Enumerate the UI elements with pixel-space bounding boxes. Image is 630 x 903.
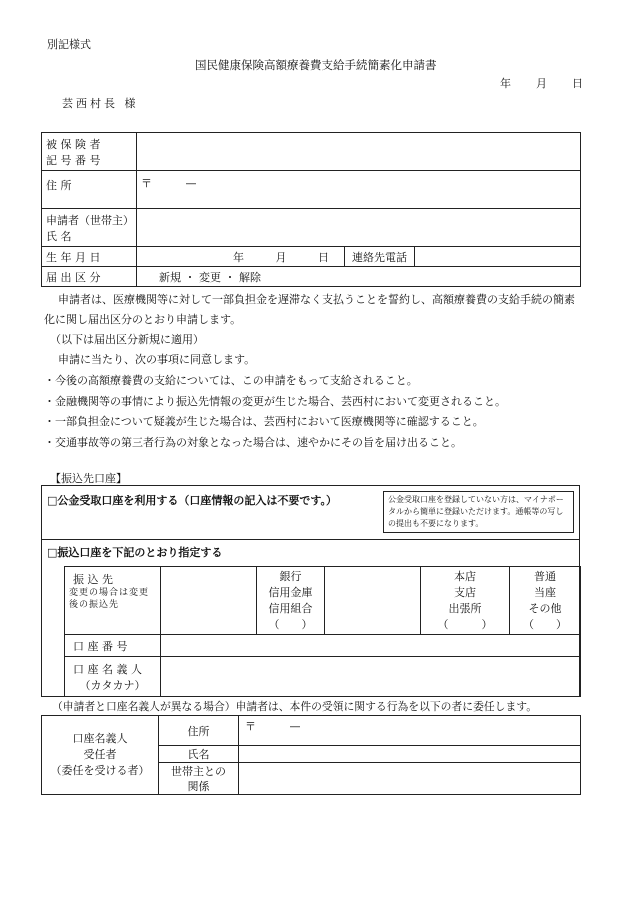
account-number-label: 口 座 番 号 — [73, 639, 128, 653]
bank-table — [64, 566, 581, 697]
account-type: 普通 — [534, 569, 556, 583]
phone-field[interactable] — [415, 247, 581, 267]
agree-intro: 申請に当たり、次の事項に同意します。 — [58, 353, 256, 366]
date-year: 年 — [500, 77, 511, 90]
bank-type: （ ） — [268, 617, 313, 631]
payee-label: 振 込 先 — [73, 573, 113, 586]
branch-type: 本店 — [454, 569, 476, 583]
address-label: 住 所 — [46, 179, 72, 192]
statement-note: （以下は届出区分新規に適用） — [50, 333, 204, 346]
public-account-note: 公金受取口座を登録していない方は、マイナポータルから簡単に登録いただけます。通帳等の写しの提出も不要になります。 — [383, 491, 574, 533]
public-account-option[interactable]: □公金受取口座を利用する（口座情報の記入は不要です。） — [47, 494, 338, 507]
divider — [41, 539, 580, 540]
statement-paragraph: 申請者は、医療機関等に対して一部負担金を遅滞なく支払うことを誓約し、高額療養費の支給手続の簡素化に関し届出区分のとおり申請します。 — [44, 293, 575, 326]
agree-item: ・金融機関等の事情により振込先情報の変更が生じた場合、芸西村において変更されること。 — [44, 394, 506, 408]
account-type: その他 — [528, 601, 562, 615]
delegate-relation-label: 関係 — [187, 779, 210, 793]
account-number-field[interactable] — [161, 635, 581, 657]
applicant-label-2: 氏 名 — [46, 229, 72, 243]
branch-type: （ ） — [437, 617, 493, 631]
branch-type-options[interactable] — [421, 567, 510, 635]
insured-label-2: 記 号 番 号 — [46, 153, 101, 167]
applicant-label-1: 申請者（世帯主） — [46, 213, 134, 227]
postal-dash: — — [185, 177, 197, 190]
delegation-statement: （申請者と口座名義人が異なる場合）申請者は、本件の受領に関する行為を以下の者に委任します。 — [52, 700, 537, 713]
insured-label-1: 被 保 険 者 — [46, 137, 101, 151]
delegate-relation-field[interactable] — [239, 763, 581, 795]
agree-item: ・交通事故等の第三者行為の対象となった場合は、速やかにその旨を届け出ること。 — [44, 435, 462, 449]
bank-type-options[interactable] — [257, 567, 325, 635]
holder-label-1: 口 座 名 義 人 — [73, 662, 142, 676]
delegate-address-field[interactable] — [239, 716, 581, 746]
bank-type: 銀行 — [279, 569, 302, 583]
branch-type: 支店 — [454, 585, 476, 599]
account-type-options[interactable] — [510, 567, 581, 635]
date-month: 月 — [536, 77, 547, 90]
addressee: 芸西村長 様 — [62, 97, 139, 110]
account-type: （ ） — [523, 617, 567, 631]
specified-account-option[interactable]: □振込口座を下記のとおり指定する — [47, 546, 223, 559]
bank-type: 信用組合 — [268, 601, 313, 615]
type-label: 届 出 区 分 — [46, 270, 101, 284]
birth-year: 年 — [233, 250, 244, 264]
bank-type: 信用金庫 — [268, 585, 313, 599]
delegate-label: 受任者 — [83, 748, 117, 761]
birth-month: 月 — [275, 250, 287, 264]
branch-type: 出張所 — [448, 601, 482, 615]
date-day: 日 — [572, 77, 583, 90]
form-label: 別記様式 — [47, 38, 91, 51]
branch-name-field[interactable] — [325, 567, 421, 635]
postal-mark: 〒 — [141, 177, 152, 190]
delegate-relation-label: 世帯主との — [171, 764, 226, 778]
birth-label: 生 年 月 日 — [46, 250, 101, 264]
payee-sub: 変更の場合は変更後の振込先 — [69, 588, 150, 610]
bank-section-title: 【振込先口座】 — [50, 472, 127, 485]
bank-name-field[interactable] — [161, 567, 257, 635]
delegate-name-label: 氏名 — [159, 746, 239, 763]
agree-item: ・一部負担金について疑義が生じた場合は、芸西村において医療機関等に確認すること。 — [44, 415, 484, 428]
birth-day: 日 — [318, 250, 329, 264]
type-options[interactable]: 新規 ・ 変更 ・ 解除 — [137, 267, 581, 287]
delegate-label: 口座名義人 — [72, 732, 128, 745]
postal-mark: 〒 — [245, 720, 256, 733]
delegate-label: （委任を受ける者） — [50, 764, 150, 777]
postal-dash: — — [289, 720, 301, 733]
agree-list — [44, 371, 506, 453]
insured-number-field[interactable] — [137, 133, 581, 171]
account-type: 当座 — [534, 585, 556, 599]
delegate-address-label: 住所 — [159, 716, 239, 746]
page-title: 国民健康保険高額療養費支給手続簡素化申請書 — [195, 58, 437, 72]
delegation-table — [41, 715, 581, 795]
applicant-name-field[interactable] — [137, 209, 581, 247]
applicant-table — [41, 132, 581, 287]
agree-item: ・今後の高額療養費の支給については、この申請をもって支給されること。 — [44, 374, 418, 387]
address-field[interactable] — [137, 171, 581, 209]
birth-date-field[interactable] — [137, 247, 345, 267]
holder-name-field[interactable] — [161, 657, 581, 697]
holder-label-2: （カタカナ） — [79, 678, 146, 692]
phone-label: 連絡先電話 — [345, 247, 415, 267]
delegate-name-field[interactable] — [239, 746, 581, 763]
